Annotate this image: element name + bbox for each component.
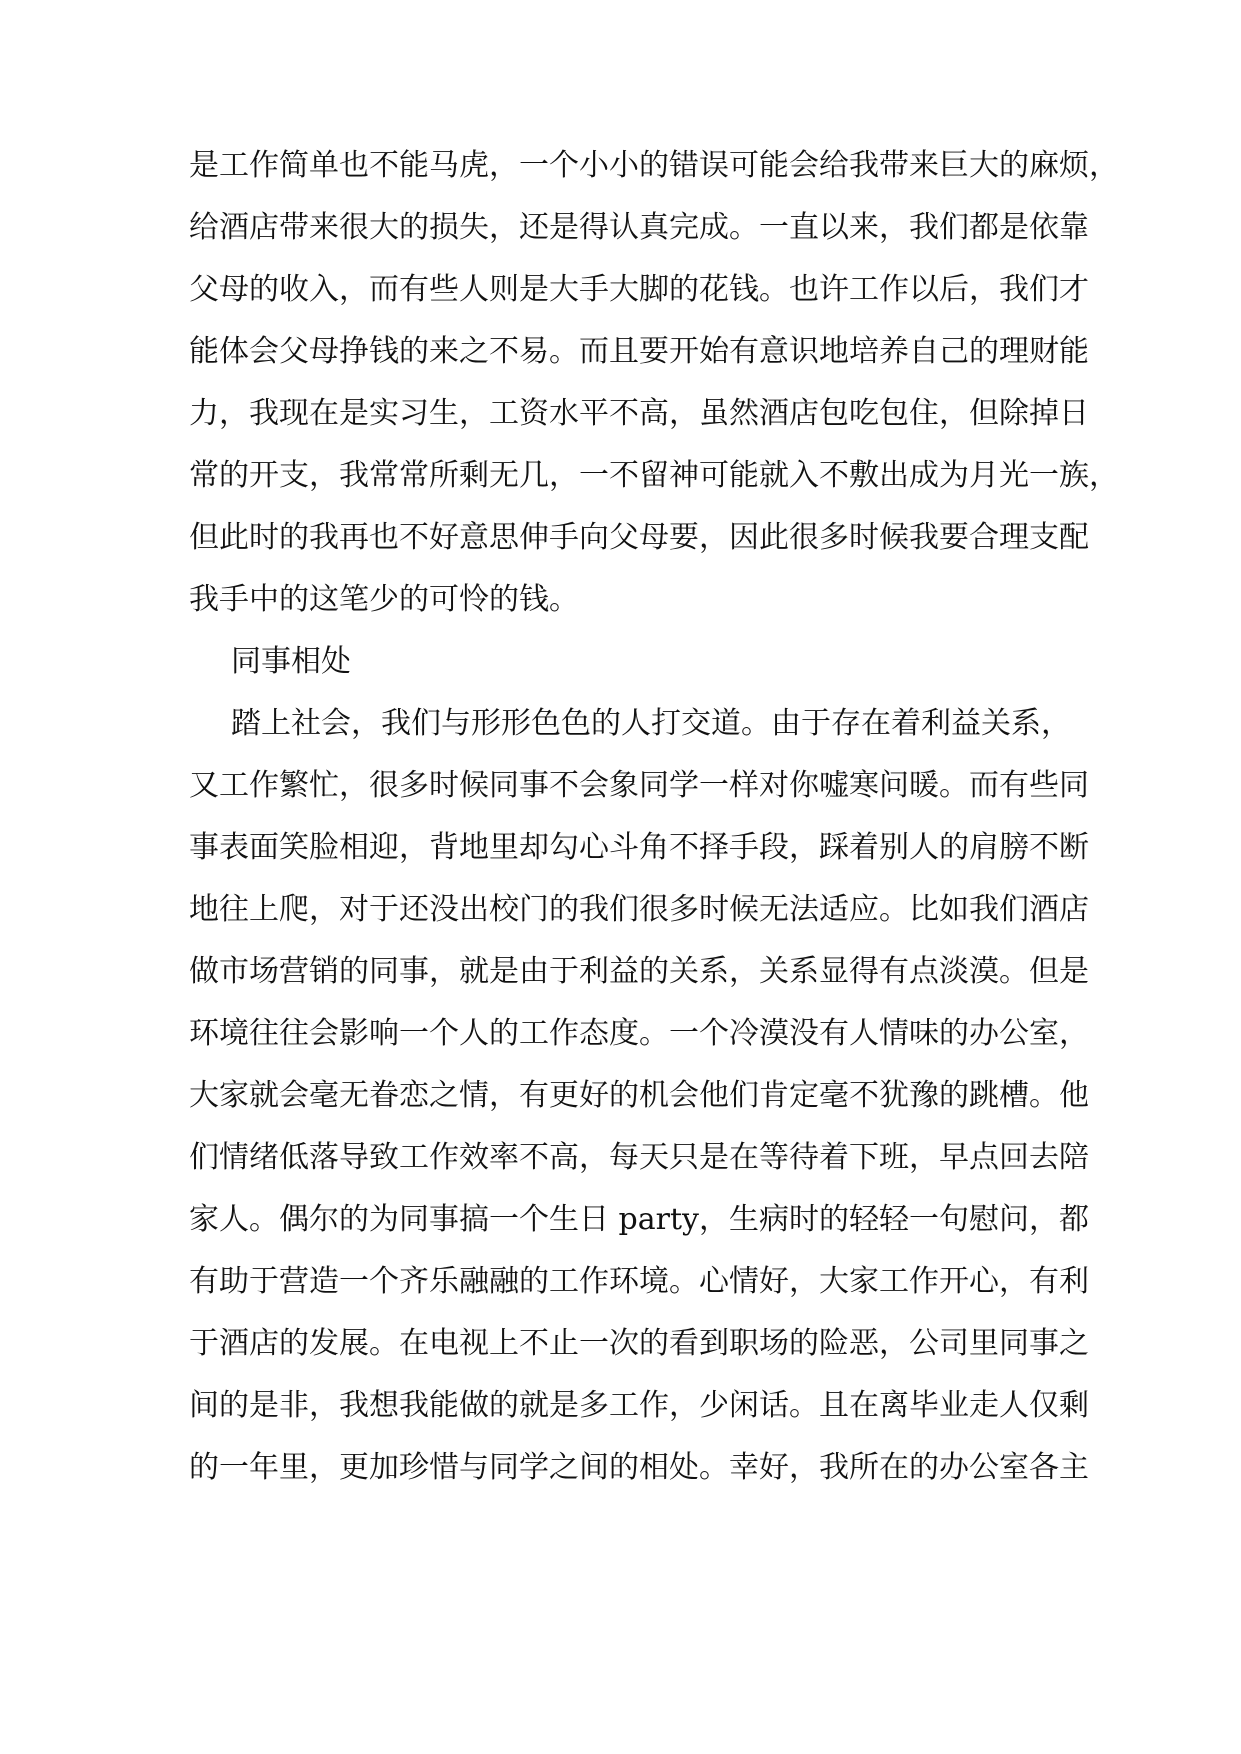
text-line: 父母的收入，而有些人则是大手大脚的花钱。也许工作以后，我们才	[189, 272, 1089, 307]
text-line: 事表面笑脸相迎，背地里却勾心斗角不择手段，踩着别人的肩膀不断	[189, 830, 1089, 865]
text-line: 地往上爬，对于还没出校门的我们很多时候无法适应。比如我们酒店	[189, 892, 1089, 927]
text-line: 间的是非，我想我能做的就是多工作，少闲话。且在离毕业走人仅剩	[189, 1388, 1089, 1423]
text-line: 力，我现在是实习生，工资水平不高，虽然酒店包吃包住，但除掉日	[189, 396, 1089, 431]
text-line: 又工作繁忙，很多时候同事不会象同学一样对你嘘寒问暖。而有些同	[189, 768, 1089, 803]
text-line: 是工作简单也不能马虎，一个小小的错误可能会给我带来巨大的麻烦，	[189, 148, 1119, 183]
text-line: 家人。偶尔的为同事搞一个生日 party，生病时的轻轻一句慰问，都	[189, 1202, 1089, 1237]
text-line: 做市场营销的同事，就是由于利益的关系，关系显得有点淡漠。但是	[189, 954, 1089, 989]
text-line: 给酒店带来很大的损失，还是得认真完成。一直以来，我们都是依靠	[189, 210, 1089, 245]
text-line: 我手中的这笔少的可怜的钱。	[189, 582, 579, 617]
text-line: 有助于营造一个齐乐融融的工作环境。心情好，大家工作开心，有利	[189, 1264, 1089, 1299]
section-heading: 同事相处	[231, 644, 351, 679]
text-line: 于酒店的发展。在电视上不止一次的看到职场的险恶，公司里同事之	[189, 1326, 1089, 1361]
text-line: 的一年里，更加珍惜与同学之间的相处。幸好，我所在的办公室各主	[189, 1450, 1089, 1485]
text-line: 大家就会毫无眷恋之情，有更好的机会他们肯定毫不犹豫的跳槽。他	[189, 1078, 1089, 1113]
text-line: 环境往往会影响一个人的工作态度。一个冷漠没有人情味的办公室，	[189, 1016, 1089, 1051]
text-line: 们情绪低落导致工作效率不高，每天只是在等待着下班，早点回去陪	[189, 1140, 1089, 1175]
text-line: 踏上社会，我们与形形色色的人打交道。由于存在着利益关系，	[231, 706, 1071, 741]
text-line: 常的开支，我常常所剩无几，一不留神可能就入不敷出成为月光一族，	[189, 458, 1119, 493]
text-line: 但此时的我再也不好意思伸手向父母要，因此很多时候我要合理支配	[189, 520, 1089, 555]
text-line: 能体会父母挣钱的来之不易。而且要开始有意识地培养自己的理财能	[189, 334, 1089, 369]
